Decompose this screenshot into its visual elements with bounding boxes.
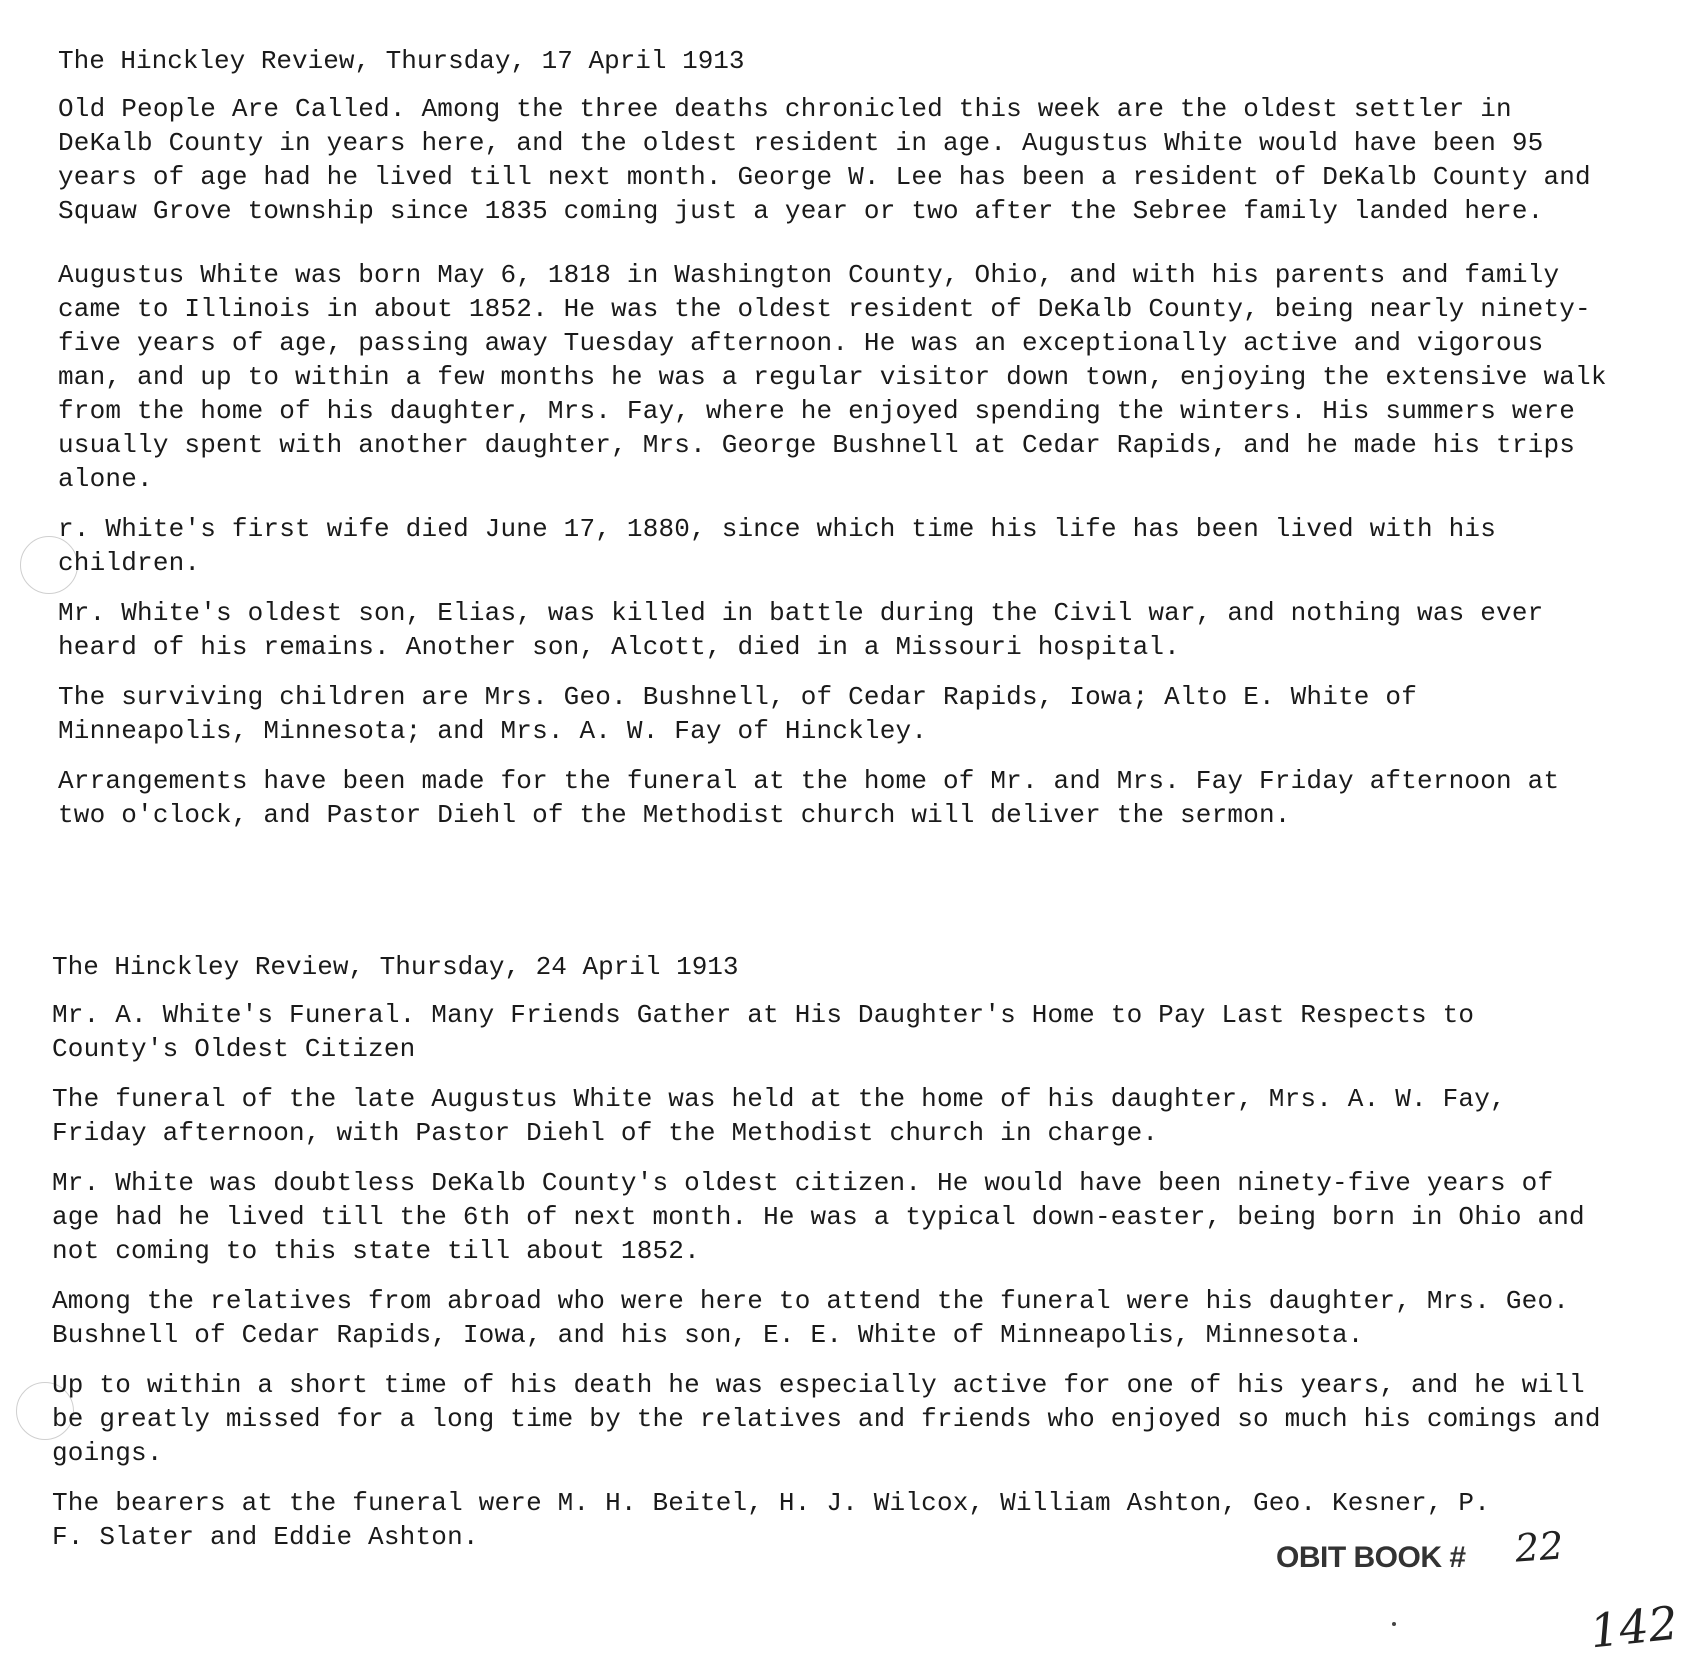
page-number: 142 <box>1587 1595 1681 1659</box>
article-paragraph: r. White's first wife died June 17, 1880, since which time his life has been lived with his children. <box>58 514 1497 578</box>
article-april-24 <box>52 950 1612 1570</box>
article-heading: The Hinckley Review, Thursday, 24 April 1913 <box>52 952 739 982</box>
article-paragraph: Mr. White's oldest son, Elias, was killed in battle during the Civil war, and nothing was ever heard of his remains. Another son, Alcott, died in a Missouri hospital. <box>58 598 1544 662</box>
ink-dot <box>1392 1622 1396 1626</box>
article-paragraph: Arrangements have been made for the funeral at the home of Mr. and Mrs. Fay Friday afternoon at two o'clock, and Pastor Diehl of the Methodist church will deliver the sermon. <box>58 766 1560 830</box>
article-paragraph: Old People Are Called. Among the three deaths chronicled this week are the oldest settler in DeKalb County in years here, and the oldest resident in age. Augustus White would have been 95 years of age had he lived till next month. George W. Lee has been a resident of DeKalb County and Squaw Grove township since 1835 coming just a year or two after the Sebree family landed here. <box>58 94 1591 226</box>
article-paragraph: Augustus White was born May 6, 1818 in Washington County, Ohio, and with his parents and family came to Illinois in about 1852. He was the oldest resident of DeKalb County, being nearly ninety-five years of age, passing away Tuesday afternoon. He was an exceptionally active and vigorous man, and up to within a few months he was a regular visitor down town, enjoying the extensive walk from the home of his daughter, Mrs. Fay, where he enjoyed spending the winters. His summers were usually spent with another daughter, Mrs. George Bushnell at Cedar Rapids, and he made his trips alone. <box>58 260 1607 494</box>
article-heading: The Hinckley Review, Thursday, 17 April 1913 <box>58 46 745 76</box>
article-paragraph: The bearers at the funeral were M. H. Beitel, H. J. Wilcox, William Ashton, Geo. Kesner, P. F. Slater and Eddie Ashton. <box>52 1488 1491 1552</box>
article-paragraph: The funeral of the late Augustus White was held at the home of his daughter, Mrs. A. W. Fay, Friday afternoon, with Pastor Diehl of the Methodist church in charge. <box>52 1084 1506 1148</box>
article-paragraph: Mr. A. White's Funeral. Many Friends Gather at His Daughter's Home to Pay Last Respects to County's Oldest Citizen <box>52 1000 1475 1064</box>
article-paragraph: Up to within a short time of his death he was especially active for one of his years, and he will be greatly missed for a long time by the relatives and friends who enjoyed so much his comings and goings. <box>52 1370 1601 1468</box>
obit-book-number: 22 <box>1513 1523 1565 1571</box>
article-paragraph: The surviving children are Mrs. Geo. Bushnell, of Cedar Rapids, Iowa; Alto E. White of Minneapolis, Minnesota; and Mrs. A. W. Fay of Hinckley. <box>58 682 1418 746</box>
article-april-17 <box>58 44 1618 848</box>
article-paragraph: Mr. White was doubtless DeKalb County's oldest citizen. He would have been ninety-five years of age had he lived till the 6th of next month. He was a typical down-easter, being born in Ohio and not coming to this state till about 1852. <box>52 1168 1585 1266</box>
obit-book-stamp: OBIT BOOK # <box>1276 1541 1466 1574</box>
article-paragraph: Among the relatives from abroad who were here to attend the funeral were his daughter, Mrs. Geo. Bushnell of Cedar Rapids, Iowa, and his son, E. E. White of Minneapolis, Minnesota. <box>52 1286 1570 1350</box>
